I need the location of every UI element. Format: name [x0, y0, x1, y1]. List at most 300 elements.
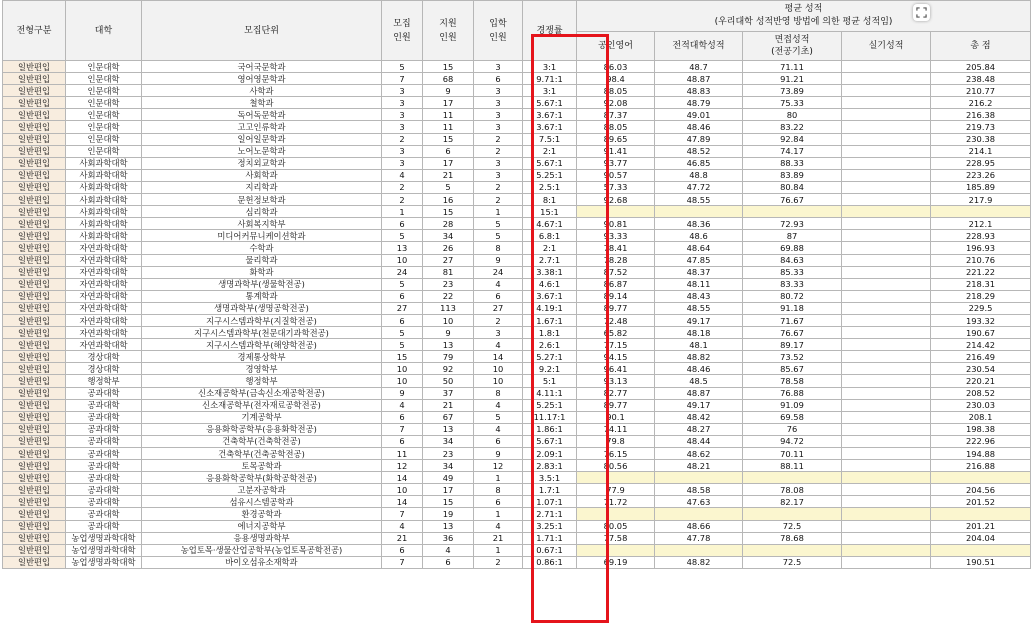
cell-practical [842, 157, 931, 169]
cell-total: 230.03 [931, 399, 1031, 411]
cell-admitted: 5 [474, 411, 523, 423]
cell-admitted: 3 [474, 169, 523, 181]
table-row [3, 544, 1031, 556]
cell-interview: 72.5 [743, 556, 842, 568]
cell-unit: 일어일문학과 [142, 133, 382, 145]
cell-applicants: 13 [423, 423, 474, 435]
cell-applicants: 16 [423, 194, 474, 206]
cell-ratio: 5.67:1 [523, 435, 577, 447]
cell-interview: 89.17 [743, 339, 842, 351]
cell-ratio: 9.2:1 [523, 363, 577, 375]
cell-type: 일반편입 [3, 484, 66, 496]
cell-total: 212.1 [931, 218, 1031, 230]
cell-prev-grade: 48.79 [655, 97, 743, 109]
cell-ratio: 3.67:1 [523, 121, 577, 133]
cell-applicants: 11 [423, 121, 474, 133]
header-type: 전형구분 [3, 1, 66, 61]
cell-english: 72.48 [577, 314, 655, 326]
cell-admitted: 27 [474, 302, 523, 314]
cell-admitted: 4 [474, 278, 523, 290]
cell-type: 일반편입 [3, 339, 66, 351]
cell-quota: 3 [382, 97, 423, 109]
cell-english [577, 206, 655, 218]
cell-prev-grade: 48.55 [655, 302, 743, 314]
cell-interview: 76.88 [743, 387, 842, 399]
cell-ratio: 3.67:1 [523, 109, 577, 121]
cell-type: 일반편입 [3, 472, 66, 484]
cell-university: 농업생명과학대학 [66, 556, 142, 568]
cell-unit: 기계공학부 [142, 411, 382, 423]
cell-practical [842, 544, 931, 556]
cell-prev-grade: 47.78 [655, 532, 743, 544]
cell-prev-grade: 47.85 [655, 254, 743, 266]
cell-applicants: 21 [423, 169, 474, 181]
cell-english: 96.41 [577, 363, 655, 375]
cell-type: 일반편입 [3, 242, 66, 254]
cell-admitted: 2 [474, 145, 523, 157]
cell-type: 일반편입 [3, 556, 66, 568]
cell-total: 210.77 [931, 85, 1031, 97]
cell-interview: 80 [743, 109, 842, 121]
cell-admitted: 6 [474, 435, 523, 447]
cell-university: 사회과학대학 [66, 181, 142, 193]
cell-total: 205.84 [931, 61, 1031, 73]
cell-practical [842, 109, 931, 121]
cell-interview: 76 [743, 423, 842, 435]
cell-prev-grade: 48.58 [655, 484, 743, 496]
table-row [3, 339, 1031, 351]
cell-english: 93.33 [577, 230, 655, 242]
cell-university: 인문대학 [66, 121, 142, 133]
cell-total: 229.5 [931, 302, 1031, 314]
cell-unit: 수학과 [142, 242, 382, 254]
table-row [3, 73, 1031, 85]
table-row [3, 145, 1031, 157]
cell-applicants: 27 [423, 254, 474, 266]
cell-interview: 91.21 [743, 73, 842, 85]
cell-prev-grade: 48.44 [655, 435, 743, 447]
table-row [3, 472, 1031, 484]
cell-total [931, 508, 1031, 520]
cell-type: 일반편입 [3, 532, 66, 544]
cell-type: 일반편입 [3, 375, 66, 387]
cell-type: 일반편입 [3, 218, 66, 230]
cell-type: 일반편입 [3, 544, 66, 556]
cell-admitted: 3 [474, 121, 523, 133]
cell-practical [842, 206, 931, 218]
cell-admitted: 1 [474, 472, 523, 484]
cell-practical [842, 218, 931, 230]
cell-university: 인문대학 [66, 61, 142, 73]
table-row [3, 181, 1031, 193]
cell-admitted: 3 [474, 85, 523, 97]
cell-ratio: 5.27:1 [523, 351, 577, 363]
table-row [3, 508, 1031, 520]
cell-total: 210.76 [931, 254, 1031, 266]
cell-quota: 3 [382, 145, 423, 157]
cell-prev-grade: 47.72 [655, 181, 743, 193]
cell-type: 일반편입 [3, 109, 66, 121]
cell-university: 공과대학 [66, 484, 142, 496]
cell-university: 자연과학대학 [66, 327, 142, 339]
cell-university: 경상대학 [66, 363, 142, 375]
cell-admitted: 5 [474, 230, 523, 242]
cell-interview [743, 508, 842, 520]
expand-icon [916, 7, 927, 18]
cell-english: 82.77 [577, 387, 655, 399]
cell-university: 인문대학 [66, 145, 142, 157]
cell-admitted: 9 [474, 254, 523, 266]
cell-total: 204.04 [931, 532, 1031, 544]
cell-total [931, 206, 1031, 218]
cell-university: 행정학부 [66, 375, 142, 387]
header-practical: 실기성적 [842, 32, 931, 61]
cell-university: 사회과학대학 [66, 206, 142, 218]
cell-quota: 4 [382, 169, 423, 181]
cell-applicants: 6 [423, 145, 474, 157]
cell-practical [842, 472, 931, 484]
cell-practical [842, 61, 931, 73]
cell-english: 71.72 [577, 496, 655, 508]
cell-ratio: 4.11:1 [523, 387, 577, 399]
cell-unit: 바이오섬유소재학과 [142, 556, 382, 568]
cell-admitted: 12 [474, 460, 523, 472]
cell-type: 일반편입 [3, 254, 66, 266]
cell-prev-grade: 48.82 [655, 351, 743, 363]
cell-university: 공과대학 [66, 411, 142, 423]
cell-practical [842, 133, 931, 145]
cell-quota: 2 [382, 133, 423, 145]
cell-unit: 노어노문학과 [142, 145, 382, 157]
cell-interview: 83.89 [743, 169, 842, 181]
table-row [3, 169, 1031, 181]
cell-total: 193.32 [931, 314, 1031, 326]
cell-university: 공과대학 [66, 472, 142, 484]
table-row [3, 266, 1031, 278]
cell-total: 221.22 [931, 266, 1031, 278]
cell-total: 219.73 [931, 121, 1031, 133]
cell-english: 77.15 [577, 339, 655, 351]
cell-interview: 85.33 [743, 266, 842, 278]
cell-ratio: 0.67:1 [523, 544, 577, 556]
cell-practical [842, 556, 931, 568]
cell-quota: 3 [382, 109, 423, 121]
cell-university: 자연과학대학 [66, 242, 142, 254]
cell-total: 201.52 [931, 496, 1031, 508]
cell-practical [842, 532, 931, 544]
cell-university: 공과대학 [66, 448, 142, 460]
table-row [3, 85, 1031, 97]
cell-ratio: 2:1 [523, 242, 577, 254]
cell-type: 일반편입 [3, 314, 66, 326]
cell-unit: 행정학부 [142, 375, 382, 387]
cell-prev-grade [655, 508, 743, 520]
cell-practical [842, 121, 931, 133]
cell-unit: 농업토목·생물산업공학부(농업토목공학전공) [142, 544, 382, 556]
cell-practical [842, 339, 931, 351]
cell-total: 216.88 [931, 460, 1031, 472]
cell-unit: 화학과 [142, 266, 382, 278]
cell-ratio: 9.71:1 [523, 73, 577, 85]
cell-prev-grade: 47.89 [655, 133, 743, 145]
cell-quota: 6 [382, 314, 423, 326]
cell-admitted: 8 [474, 387, 523, 399]
cell-quota: 2 [382, 181, 423, 193]
cell-interview: 75.33 [743, 97, 842, 109]
cell-university: 자연과학대학 [66, 266, 142, 278]
cell-practical [842, 496, 931, 508]
cell-prev-grade: 48.8 [655, 169, 743, 181]
cell-type: 일반편입 [3, 496, 66, 508]
cell-quota: 6 [382, 435, 423, 447]
cell-practical [842, 448, 931, 460]
cell-practical [842, 97, 931, 109]
cell-type: 일반편입 [3, 133, 66, 145]
cell-prev-grade: 48.1 [655, 339, 743, 351]
cell-interview: 83.22 [743, 121, 842, 133]
cell-interview: 88.33 [743, 157, 842, 169]
cell-unit: 독어독문학과 [142, 109, 382, 121]
cell-quota: 14 [382, 472, 423, 484]
cell-type: 일반편입 [3, 508, 66, 520]
cell-quota: 7 [382, 423, 423, 435]
cell-english: 89.65 [577, 133, 655, 145]
cell-unit: 사학과 [142, 85, 382, 97]
cell-admitted: 6 [474, 290, 523, 302]
cell-applicants: 9 [423, 327, 474, 339]
cell-total: 198.38 [931, 423, 1031, 435]
cell-university: 공과대학 [66, 460, 142, 472]
cell-university: 사회과학대학 [66, 218, 142, 230]
cell-prev-grade: 48.87 [655, 387, 743, 399]
cell-english: 87.37 [577, 109, 655, 121]
cell-type: 일반편입 [3, 387, 66, 399]
cell-total: 217.9 [931, 194, 1031, 206]
cell-interview: 71.67 [743, 314, 842, 326]
table-row [3, 194, 1031, 206]
cell-unit: 건축학부(건축학전공) [142, 435, 382, 447]
cell-ratio: 2:1 [523, 145, 577, 157]
cell-type: 일반편입 [3, 121, 66, 133]
cell-unit: 응용생명과학부 [142, 532, 382, 544]
cell-total: 190.67 [931, 327, 1031, 339]
cell-unit: 지리학과 [142, 181, 382, 193]
cell-practical [842, 520, 931, 532]
cell-applicants: 23 [423, 448, 474, 460]
cell-interview: 83.33 [743, 278, 842, 290]
cell-ratio: 1.67:1 [523, 314, 577, 326]
cell-practical [842, 194, 931, 206]
cell-applicants: 81 [423, 266, 474, 278]
cell-quota: 10 [382, 375, 423, 387]
cell-quota: 7 [382, 556, 423, 568]
header-university: 대학 [66, 1, 142, 61]
cell-interview: 85.67 [743, 363, 842, 375]
cell-quota: 10 [382, 363, 423, 375]
cell-practical [842, 423, 931, 435]
cell-admitted: 21 [474, 532, 523, 544]
expand-button[interactable] [913, 4, 930, 21]
cell-type: 일반편입 [3, 145, 66, 157]
cell-admitted: 3 [474, 157, 523, 169]
cell-ratio: 2.7:1 [523, 254, 577, 266]
cell-type: 일반편입 [3, 520, 66, 532]
cell-applicants: 113 [423, 302, 474, 314]
cell-admitted: 10 [474, 363, 523, 375]
cell-university: 자연과학대학 [66, 278, 142, 290]
cell-applicants: 21 [423, 399, 474, 411]
cell-total: 216.2 [931, 97, 1031, 109]
cell-applicants: 23 [423, 278, 474, 290]
cell-practical [842, 169, 931, 181]
cell-ratio: 5.67:1 [523, 157, 577, 169]
cell-type: 일반편입 [3, 351, 66, 363]
cell-university: 자연과학대학 [66, 314, 142, 326]
cell-english: 79.8 [577, 435, 655, 447]
cell-admitted: 5 [474, 218, 523, 230]
cell-prev-grade [655, 472, 743, 484]
cell-total: 230.54 [931, 363, 1031, 375]
cell-unit: 경제통상학부 [142, 351, 382, 363]
cell-practical [842, 399, 931, 411]
cell-total: 218.31 [931, 278, 1031, 290]
cell-ratio: 2.83:1 [523, 460, 577, 472]
cell-applicants: 34 [423, 460, 474, 472]
cell-ratio: 2.6:1 [523, 339, 577, 351]
cell-unit: 사회복지학부 [142, 218, 382, 230]
cell-ratio: 5.25:1 [523, 169, 577, 181]
cell-university: 자연과학대학 [66, 339, 142, 351]
header-average-scores [577, 1, 1031, 32]
header-unit: 모집단위 [142, 1, 382, 61]
table-row [3, 254, 1031, 266]
cell-ratio: 1.07:1 [523, 496, 577, 508]
table-row [3, 230, 1031, 242]
cell-total: 196.93 [931, 242, 1031, 254]
cell-ratio: 3.25:1 [523, 520, 577, 532]
cell-english: 78.41 [577, 242, 655, 254]
cell-quota: 15 [382, 351, 423, 363]
cell-quota: 5 [382, 230, 423, 242]
cell-total: 194.88 [931, 448, 1031, 460]
table-row [3, 363, 1031, 375]
cell-total: 223.26 [931, 169, 1031, 181]
cell-applicants: 15 [423, 133, 474, 145]
cell-interview: 70.11 [743, 448, 842, 460]
cell-admitted: 3 [474, 109, 523, 121]
cell-type: 일반편입 [3, 85, 66, 97]
cell-ratio: 5.67:1 [523, 97, 577, 109]
table-row [3, 302, 1031, 314]
cell-interview [743, 206, 842, 218]
cell-applicants: 34 [423, 230, 474, 242]
cell-admitted: 4 [474, 339, 523, 351]
cell-total: 204.56 [931, 484, 1031, 496]
cell-applicants: 67 [423, 411, 474, 423]
cell-practical [842, 290, 931, 302]
cell-university: 공과대학 [66, 435, 142, 447]
cell-practical [842, 73, 931, 85]
cell-practical [842, 145, 931, 157]
cell-applicants: 9 [423, 85, 474, 97]
cell-university: 자연과학대학 [66, 254, 142, 266]
cell-admitted: 1 [474, 206, 523, 218]
cell-prev-grade: 48.43 [655, 290, 743, 302]
cell-quota: 9 [382, 387, 423, 399]
cell-prev-grade: 48.6 [655, 230, 743, 242]
cell-prev-grade: 48.21 [655, 460, 743, 472]
cell-interview: 78.68 [743, 532, 842, 544]
cell-english: 92.68 [577, 194, 655, 206]
cell-practical [842, 278, 931, 290]
cell-type: 일반편입 [3, 399, 66, 411]
cell-english: 88.05 [577, 85, 655, 97]
cell-ratio: 4.6:1 [523, 278, 577, 290]
cell-interview: 80.72 [743, 290, 842, 302]
header-prev-grade: 전적대학성적 [655, 32, 743, 61]
cell-unit: 지구시스템과학부(해양학전공) [142, 339, 382, 351]
cell-applicants: 19 [423, 508, 474, 520]
cell-total: 228.93 [931, 230, 1031, 242]
cell-ratio: 3.38:1 [523, 266, 577, 278]
cell-interview: 91.18 [743, 302, 842, 314]
cell-prev-grade [655, 206, 743, 218]
table-row [3, 133, 1031, 145]
table-row [3, 435, 1031, 447]
cell-prev-grade: 48.37 [655, 266, 743, 278]
cell-interview: 82.17 [743, 496, 842, 508]
cell-english: 77.58 [577, 532, 655, 544]
cell-english: 77.9 [577, 484, 655, 496]
cell-quota: 7 [382, 73, 423, 85]
cell-unit: 철학과 [142, 97, 382, 109]
cell-university: 농업생명과학대학 [66, 544, 142, 556]
cell-admitted: 14 [474, 351, 523, 363]
table-row [3, 109, 1031, 121]
cell-english: 80.56 [577, 460, 655, 472]
cell-type: 일반편입 [3, 194, 66, 206]
cell-quota: 1 [382, 206, 423, 218]
cell-interview: 73.89 [743, 85, 842, 97]
cell-unit: 영어영문학과 [142, 73, 382, 85]
cell-prev-grade: 48.5 [655, 375, 743, 387]
cell-admitted: 4 [474, 520, 523, 532]
cell-english: 88.05 [577, 121, 655, 133]
header-quota: 모집 인원 [382, 1, 423, 61]
cell-quota: 6 [382, 218, 423, 230]
cell-ratio: 15:1 [523, 206, 577, 218]
cell-unit: 생명과학부(생명공학전공) [142, 302, 382, 314]
table-row [3, 387, 1031, 399]
table-row [3, 121, 1031, 133]
cell-english: 78.28 [577, 254, 655, 266]
table-row [3, 496, 1031, 508]
cell-quota: 3 [382, 157, 423, 169]
cell-quota: 27 [382, 302, 423, 314]
cell-applicants: 6 [423, 556, 474, 568]
cell-practical [842, 351, 931, 363]
cell-ratio: 2.5:1 [523, 181, 577, 193]
cell-university: 사회과학대학 [66, 157, 142, 169]
cell-practical [842, 411, 931, 423]
cell-admitted: 3 [474, 97, 523, 109]
header-applicants: 지원 인원 [423, 1, 474, 61]
cell-prev-grade: 46.85 [655, 157, 743, 169]
cell-unit: 지구시스템과학부(지질학전공) [142, 314, 382, 326]
cell-applicants: 37 [423, 387, 474, 399]
cell-unit: 환경공학과 [142, 508, 382, 520]
cell-english: 93.77 [577, 157, 655, 169]
